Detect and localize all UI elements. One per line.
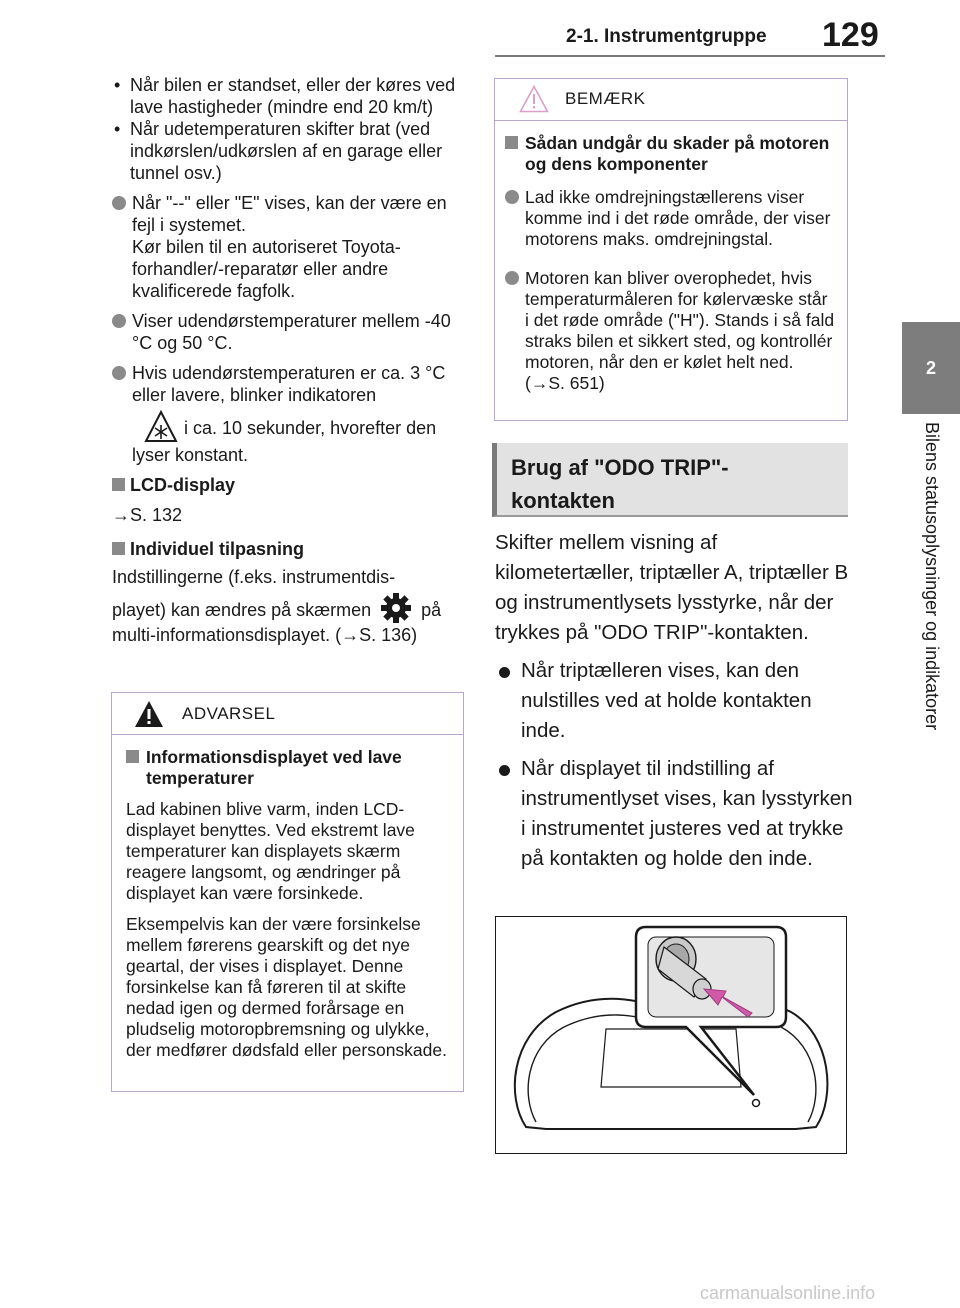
list-item-text: Viser udendørstemperaturer mellem -40 °C og 50 °C. <box>132 311 451 353</box>
square-bullet-icon <box>112 542 125 555</box>
list-item-text: Kør bilen til en autoriseret Toyota-forhandler/-reparatør eller andre kvalificerede fagfolk. <box>132 237 401 301</box>
paragraph-text: playet) kan ændres på skærmen <box>112 600 372 620</box>
odo-trip-illustration <box>495 916 847 1154</box>
section-heading: Brug af "ODO TRIP"-kontakten <box>511 455 729 513</box>
section-title: 2-1. Instrumentgruppe <box>566 26 767 47</box>
indicator-text: i ca. 10 sekunder, hvorefter den lyser konstant. <box>132 418 437 465</box>
chapter-title-vertical <box>902 422 960 802</box>
subheading-text: Informationsdisplayet ved lave temperaturer <box>146 747 402 788</box>
arrow-right-icon: → <box>530 373 549 393</box>
arrow-right-icon: → <box>112 505 130 525</box>
page-reference[interactable] <box>112 504 464 526</box>
warning-box-header <box>112 693 463 735</box>
list-item-text: Hvis udendørstemperaturen er ca. 3 °C eller lavere, blinker indikatoren <box>132 363 446 405</box>
warning-box-body <box>112 735 463 1071</box>
paragraph-text: på <box>421 600 442 620</box>
left-column <box>112 74 464 646</box>
reference-text[interactable]: S. 651) <box>548 373 605 393</box>
paragraph <box>112 624 464 646</box>
warning-triangle-icon <box>134 700 164 728</box>
list-item <box>112 362 464 466</box>
chapter-title: Bilens statusoplysninger og indikatorer <box>922 422 942 731</box>
right-column-text <box>495 528 855 874</box>
square-bullet-icon <box>112 478 125 491</box>
notice-subheading <box>505 133 835 175</box>
bullet-dot-icon <box>505 190 519 204</box>
chapter-tab[interactable] <box>902 322 960 414</box>
page-number: 129 <box>822 16 879 54</box>
list-item-text: Lad ikke omdrejningstællerens viser komme ind i det røde område, der viser motorens maks. omdrejningstal. <box>525 187 831 249</box>
paragraph: Eksempelvis kan der være forsinkelse mellem førerens gearskift og det nye geartal, der vises i displayet. Denne forsinkelse kan få føreren til at skifte nedad igen og dermed forårsage en pludselig motoropbremsning og ulykke, der medfører dødsfald eller personskade. <box>126 914 447 1060</box>
list-item <box>505 187 835 250</box>
gear-icon <box>380 592 412 624</box>
notice-box-body <box>495 121 847 404</box>
section-heading-box <box>492 443 848 517</box>
list-item <box>505 268 835 394</box>
paragraph: Lad kabinen blive varm, inden LCD-displayet benyttes. Ved ekstremt lave temperaturer kan displayets skærm reagere langsomt, og ændringer på displayet kan være forsinkede. <box>126 799 415 903</box>
warning-box-title: ADVARSEL <box>182 704 276 723</box>
reference-text[interactable]: S. 136) <box>359 625 418 645</box>
watermark: carmanualsonline.info <box>700 1283 876 1303</box>
bullet-dot-icon <box>505 271 519 285</box>
subheading-text: LCD-display <box>130 475 236 495</box>
bullet-dot-icon <box>112 366 126 380</box>
square-bullet-icon <box>126 750 139 763</box>
list-item: Når triptælleren vises, kan den nulstilles ved at holde kontakten inde. <box>495 656 855 746</box>
notice-box-title: BEMÆRK <box>565 89 646 108</box>
subheading-text: Individuel tilpasning <box>130 539 305 559</box>
arrow-right-icon: → <box>341 625 360 645</box>
paragraph <box>112 592 464 624</box>
list-item: Når displayet til indstilling af instrumentlyset vises, kan lysstyrken i instrumentet justeres ved at trykke på kontakten og holde den inde. <box>495 754 855 874</box>
intro-paragraph: Skifter mellem visning af kilometertæller, triptæller A, triptæller B og instrumentlysets lysstyrke, når der trykkes på "ODO TRIP"-kontakten. <box>495 531 849 644</box>
subheading-custom <box>112 538 464 560</box>
paragraph: Indstillingerne (f.eks. instrumentdis- <box>112 567 396 587</box>
bullet-dot-icon <box>112 314 126 328</box>
page-header <box>0 0 960 60</box>
list-item: • Når udetemperaturen skifter brat (ved indkørslen/udkørslen af en garage eller tunnel osv.) <box>112 118 464 184</box>
square-bullet-icon <box>505 136 518 149</box>
paragraph-text: multi-informationsdisplayet. ( <box>112 625 342 645</box>
chapter-number: 2 <box>925 357 936 378</box>
notice-box-header <box>495 79 847 121</box>
reference-text: S. 132 <box>130 505 183 525</box>
caution-triangle-icon <box>519 85 549 113</box>
list-item <box>112 310 464 354</box>
list-item-text: Når "--" eller "E" vises, kan der være en fejl i systemet. <box>132 193 447 235</box>
instrument-cluster-drawing <box>496 917 845 1152</box>
notice-box <box>494 78 848 421</box>
subheading-lcd <box>112 474 464 496</box>
list-item-text: Motoren kan bliver overophedet, hvis temperaturmåleren for kølervæske står i det røde område ("H"). Stands i så fald straks bilen et sikkert sted, og kontrollér motoren, når den er kølet helt ned. ( <box>525 268 835 393</box>
indicator-line <box>132 410 464 466</box>
warning-subheading <box>126 747 449 789</box>
subheading-text: Sådan undgår du skader på motoren og dens komponenter <box>525 133 830 174</box>
list-item: • Når bilen er standset, eller der køres ved lave hastigheder (mindre end 20 km/t) <box>112 74 464 118</box>
warning-box <box>111 692 464 1092</box>
header-rule <box>495 55 885 57</box>
bullet-dot-icon <box>112 196 126 210</box>
list-item <box>112 192 464 302</box>
ice-warning-icon <box>144 410 178 444</box>
